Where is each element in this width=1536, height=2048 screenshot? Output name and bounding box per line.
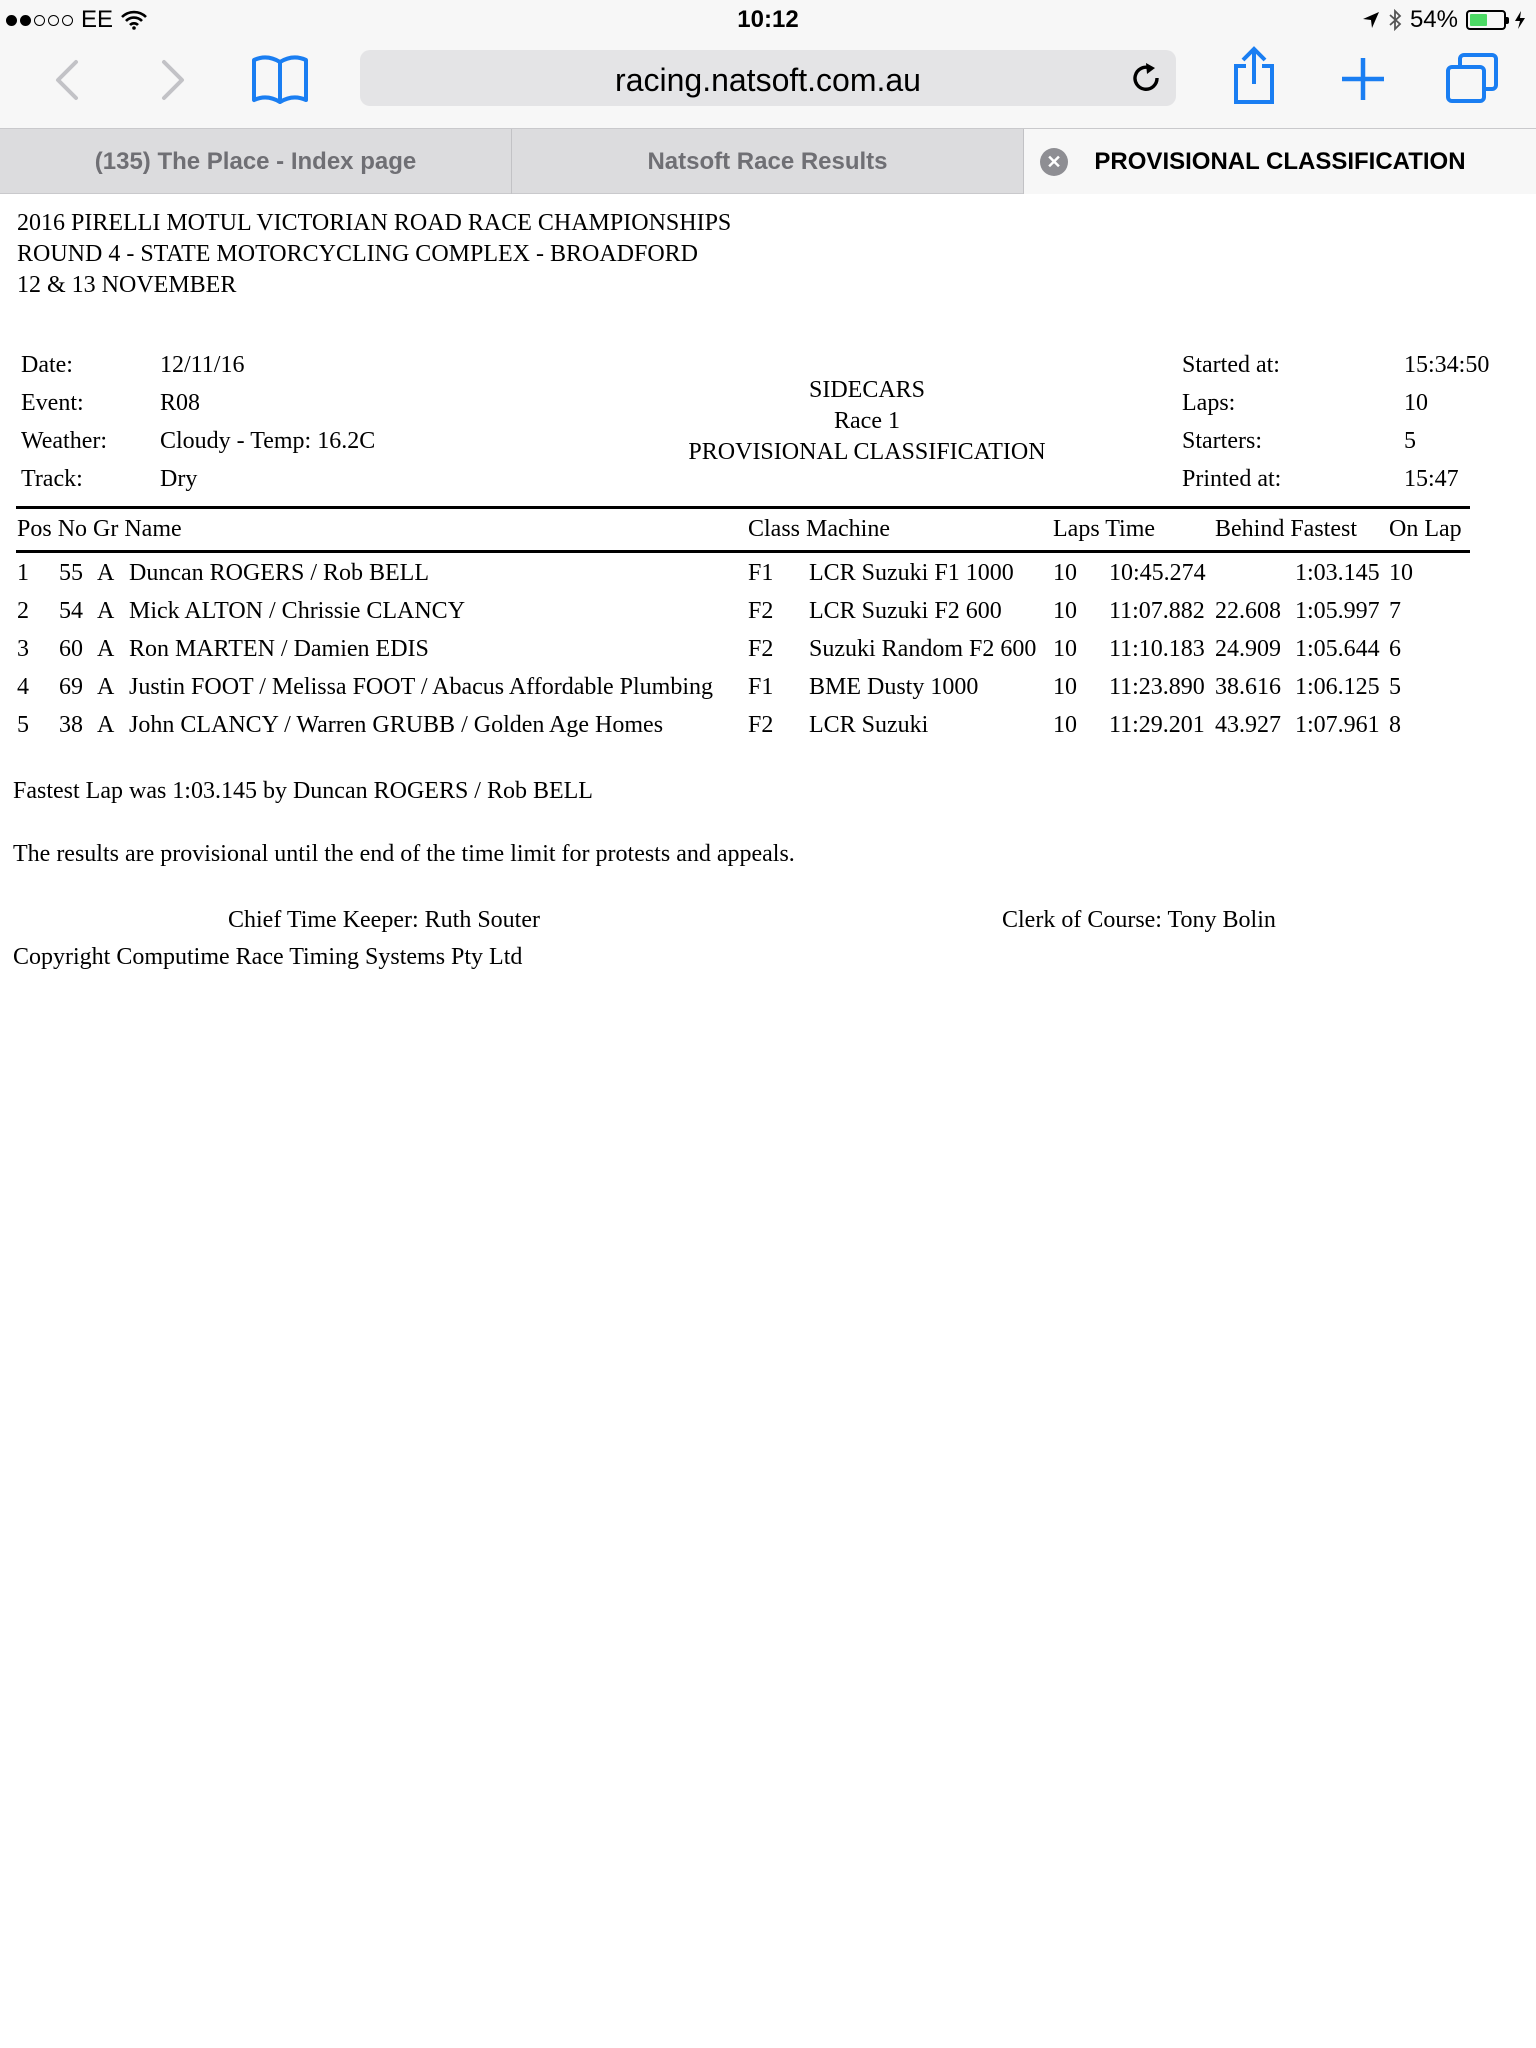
cell-on-lap: 10 [1389,560,1413,586]
bookmarks-icon[interactable] [250,54,310,106]
starters-label: Starters: [1182,428,1262,454]
cell-name: Ron MARTEN / Damien EDIS [129,636,429,662]
browser-toolbar [0,40,1536,128]
class-title: SIDECARS [808,377,926,403]
tabs-icon[interactable] [1444,52,1500,104]
cell-laps: 10 [1053,674,1077,700]
cell-gr: A [97,598,115,624]
cell-cls: F2 [748,636,774,662]
laps-label: Laps: [1182,390,1236,416]
tab-provisional-classification[interactable] [1024,129,1536,194]
tab-label: (135) The Place - Index page [94,147,417,175]
header-rule-bottom [16,550,1470,553]
cell-gr: A [97,636,115,662]
battery-percent: 54% [1409,6,1458,33]
copyright-note: Copyright Computime Race Timing Systems Pty Ltd [13,944,523,970]
status-right [1362,6,1526,34]
status-bar [0,0,1536,40]
printed-value: 15:47 [1404,466,1459,492]
cell-cls: F2 [748,712,774,738]
cell-behind: 38.616 [1215,674,1281,700]
cell-pos: 4 [17,674,29,700]
tab-the-place[interactable] [0,129,512,194]
fastest-lap-note: Fastest Lap was 1:03.145 by Duncan ROGERS / Rob BELL [13,778,593,804]
url-text: racing.natsoft.com.au [615,62,921,98]
new-tab-icon[interactable] [1340,56,1386,102]
date-label: Date: [21,352,73,378]
cell-cls: F2 [748,598,774,624]
cell-machine: LCR Suzuki [809,712,929,738]
event-heading-line-1: 2016 PIRELLI MOTUL VICTORIAN ROAD RACE CHAMPIONSHIPS [17,210,732,236]
laps-value: 10 [1404,390,1428,416]
cell-fastest: 1:07.961 [1295,712,1380,738]
cell-pos: 3 [17,636,29,662]
cell-on-lap: 8 [1389,712,1401,738]
weather-label: Weather: [21,428,108,454]
cell-cls: F1 [748,560,774,586]
cell-no: 54 [59,598,83,624]
cell-laps: 10 [1053,712,1077,738]
cell-pos: 1 [17,560,29,586]
cell-time: 11:23.890 [1109,674,1205,700]
started-value: 15:34:50 [1404,352,1490,378]
cell-on-lap: 5 [1389,674,1401,700]
charging-bolt-icon [1514,10,1526,30]
back-icon[interactable] [52,58,82,102]
reload-icon[interactable] [1128,60,1164,96]
cell-no: 69 [59,674,83,700]
chief-time-keeper: Chief Time Keeper: Ruth Souter [228,907,540,933]
cell-time: 11:10.183 [1109,636,1205,662]
cell-behind: 22.608 [1215,598,1281,624]
share-icon[interactable] [1230,46,1278,106]
col-pos-no-gr-name: Pos No Gr Name [17,516,182,542]
provisional-note: The results are provisional until the end of the time limit for protests and appeals. [13,841,795,867]
close-tab-icon[interactable]: ✕ [1040,148,1068,176]
cell-machine: LCR Suzuki F2 600 [809,598,1002,624]
cell-machine: BME Dusty 1000 [809,674,979,700]
carrier-label: EE [81,6,114,33]
cell-name: Mick ALTON / Chrissie CLANCY [129,598,466,624]
race-title: Race 1 [834,408,900,434]
bluetooth-icon [1388,9,1402,31]
cell-no: 38 [59,712,83,738]
starters-value: 5 [1404,428,1416,454]
cell-time: 10:45.274 [1109,560,1206,586]
cell-name: John CLANCY / Warren GRUBB / Golden Age Homes [129,712,664,738]
col-class-machine: Class Machine [748,516,890,542]
tab-bar [0,128,1536,194]
tab-label: Natsoft Race Results [647,147,888,175]
cell-no: 55 [59,560,83,586]
cell-time: 11:29.201 [1109,712,1205,738]
cell-time: 11:07.882 [1109,598,1205,624]
cell-gr: A [97,712,115,738]
date-value: 12/11/16 [160,352,245,378]
cell-fastest: 1:05.644 [1295,636,1380,662]
header-rule-top [16,506,1470,509]
event-heading-line-2: ROUND 4 - STATE MOTORCYCLING COMPLEX - BROADFORD [17,241,699,267]
tab-label: PROVISIONAL CLASSIFICATION [1094,147,1466,175]
cell-gr: A [97,674,115,700]
col-behind-fastest: Behind Fastest [1215,516,1357,542]
cell-laps: 10 [1053,560,1077,586]
event-label: Event: [21,390,84,416]
cell-on-lap: 7 [1389,598,1401,624]
cell-gr: A [97,560,115,586]
track-value: Dry [160,466,198,492]
cell-pos: 2 [17,598,29,624]
cell-pos: 5 [17,712,29,738]
cell-on-lap: 6 [1389,636,1401,662]
battery-icon [1466,10,1506,30]
cell-laps: 10 [1053,598,1077,624]
track-label: Track: [21,466,83,492]
clerk-of-course: Clerk of Course: Tony Bolin [1002,907,1276,933]
cell-name: Duncan ROGERS / Rob BELL [129,560,429,586]
forward-icon[interactable] [158,58,188,102]
cell-fastest: 1:03.145 [1295,560,1380,586]
clock: 10:12 [737,6,799,33]
weather-value: Cloudy - Temp: 16.2C [160,428,376,454]
col-on-lap: On Lap [1389,516,1462,542]
event-value: R08 [160,390,201,416]
printed-label: Printed at: [1182,466,1282,492]
started-label: Started at: [1182,352,1280,378]
col-laps-time: Laps Time [1053,516,1156,542]
cell-behind: 24.909 [1215,636,1281,662]
cell-machine: LCR Suzuki F1 1000 [809,560,1014,586]
report-type: PROVISIONAL CLASSIFICATION [688,439,1046,465]
address-bar[interactable] [360,50,1176,106]
cell-laps: 10 [1053,636,1077,662]
cell-cls: F1 [748,674,774,700]
cell-machine: Suzuki Random F2 600 [809,636,1037,662]
cell-fastest: 1:06.125 [1295,674,1380,700]
cell-name: Justin FOOT / Melissa FOOT / Abacus Affordable Plumbing [129,674,714,700]
cell-fastest: 1:05.997 [1295,598,1380,624]
cell-no: 60 [59,636,83,662]
event-heading-line-3: 12 & 13 NOVEMBER [17,272,237,298]
tab-natsoft-results[interactable] [512,129,1024,194]
location-arrow-icon [1362,11,1380,29]
cell-behind: 43.927 [1215,712,1281,738]
